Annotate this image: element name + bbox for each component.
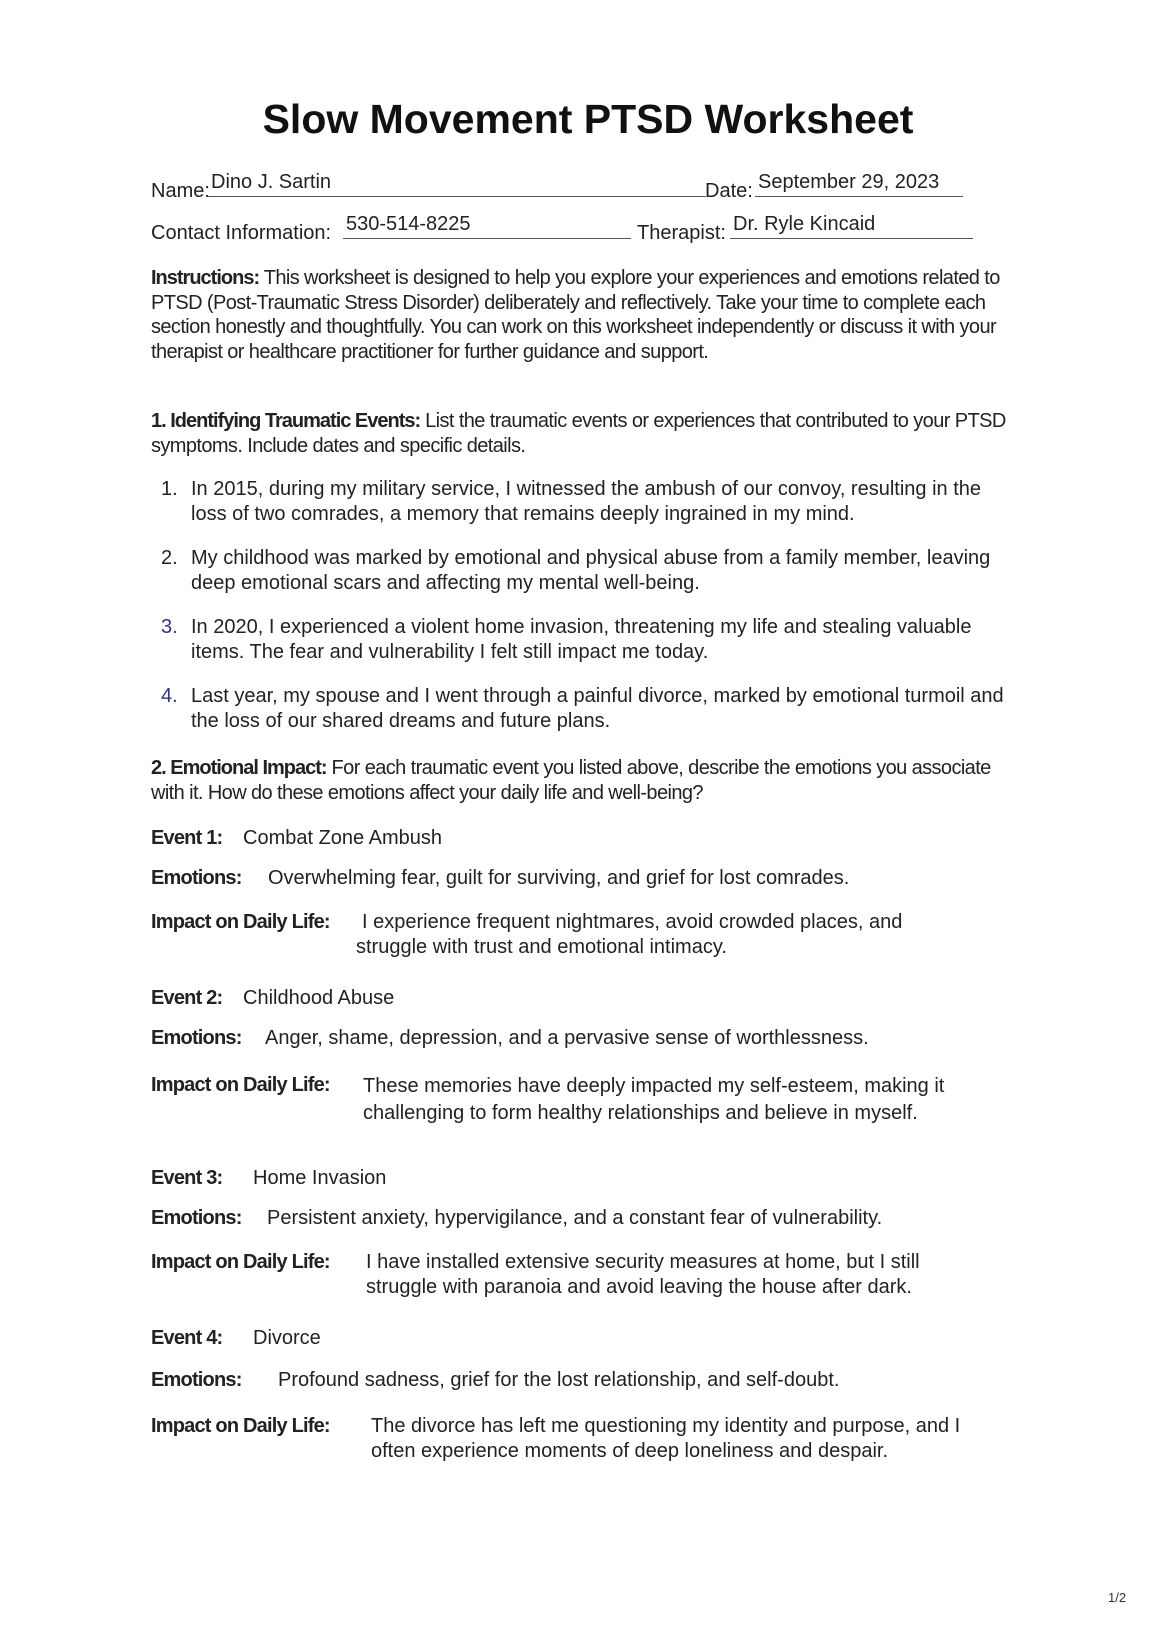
- instructions-label: Instructions:: [151, 267, 260, 289]
- emotions-text: Profound sadness, grief for the lost relationship, and self-doubt.: [278, 1369, 840, 1391]
- list-item: [151, 477, 1011, 527]
- event-label: Event 3:: [151, 1167, 223, 1189]
- event-name: Divorce: [253, 1327, 321, 1349]
- item-number: 2.: [161, 547, 178, 569]
- date-label: Date:: [705, 180, 753, 202]
- therapist-label: Therapist:: [637, 222, 726, 244]
- event-4-emotions: [151, 1368, 1011, 1393]
- event-2-emotions: [151, 1026, 1011, 1051]
- impact-label: Impact on Daily Life:: [151, 1074, 330, 1096]
- event-1-impact: [151, 910, 1011, 958]
- emotions-label: Emotions:: [151, 1027, 242, 1049]
- event-name: Childhood Abuse: [243, 987, 395, 1009]
- emotions-text: Persistent anxiety, hypervigilance, and a constant fear of vulnerability.: [267, 1207, 883, 1229]
- event-4-row: [151, 1326, 1011, 1351]
- event-label: Event 1:: [151, 827, 223, 849]
- item-text: In 2015, during my military service, I witnessed the ambush of our convoy, resulting in the loss of two comrades, a memory that remains deeply ingrained in my mind.: [191, 478, 982, 525]
- section2-heading: [151, 756, 1021, 805]
- contact-field[interactable]: 530-514-8225: [343, 214, 631, 239]
- page-title: Slow Movement PTSD Worksheet: [262, 96, 914, 142]
- event-4-impact: [151, 1414, 1011, 1462]
- event-1-emotions: [151, 866, 1011, 891]
- item-text: In 2020, I experienced a violent home invasion, threatening my life and stealing valuable items. The fear and vulnerability I felt still impact me today.: [191, 616, 972, 663]
- section1-heading: [151, 409, 1021, 458]
- event-3-emotions: [151, 1206, 1011, 1231]
- impact-label: Impact on Daily Life:: [151, 1415, 330, 1437]
- event-label: Event 2:: [151, 987, 223, 1009]
- event-1-row: [151, 826, 1011, 851]
- emotions-label: Emotions:: [151, 1207, 242, 1229]
- event-name: Home Invasion: [253, 1167, 387, 1189]
- therapist-field[interactable]: Dr. Ryle Kincaid: [730, 214, 973, 239]
- date-field[interactable]: September 29, 2023: [755, 172, 963, 197]
- list-item: [151, 546, 1011, 596]
- item-text: Last year, my spouse and I went through a painful divorce, marked by emotional turmoil and the loss of our shared dreams and future plans.: [191, 685, 1004, 732]
- emotions-text: Overwhelming fear, guilt for surviving, and grief for lost comrades.: [268, 867, 850, 889]
- impact-text: I have installed extensive security measures at home, but I still struggle with paranoia and avoid leaving the house after dark.: [366, 1251, 920, 1298]
- event-2-row: [151, 986, 1011, 1011]
- item-number: 1.: [161, 478, 178, 500]
- name-label: Name:: [151, 180, 210, 202]
- impact-text: I experience frequent nightmares, avoid crowded places, and struggle with trust and emotional intimacy.: [356, 911, 903, 958]
- impact-label: Impact on Daily Life:: [151, 1251, 330, 1273]
- impact-text: These memories have deeply impacted my self-esteem, making it challenging to form healthy relationships and believe in myself.: [363, 1075, 945, 1124]
- instructions: [151, 266, 1021, 364]
- section1-text: List the traumatic events or experiences that contributed to your PTSD symptoms. Include dates and specific details.: [151, 410, 1006, 457]
- list-item: [151, 684, 1011, 734]
- emotions-text: Anger, shame, depression, and a pervasive sense of worthlessness.: [265, 1027, 869, 1049]
- name-field[interactable]: Dino J. Sartin: [208, 172, 706, 197]
- traumatic-events-list: [151, 477, 1011, 753]
- impact-label: Impact on Daily Life:: [151, 911, 330, 933]
- contact-label: Contact Information:: [151, 222, 332, 244]
- item-text: My childhood was marked by emotional and physical abuse from a family member, leaving deep emotional scars and affecting my mental well-being.: [191, 547, 991, 594]
- event-label: Event 4:: [151, 1327, 223, 1349]
- section1-label: 1. Identifying Traumatic Events:: [151, 410, 421, 432]
- event-3-impact: [151, 1250, 1011, 1298]
- item-number: 4.: [161, 685, 178, 707]
- item-number: 3.: [161, 616, 178, 638]
- emotions-label: Emotions:: [151, 1369, 242, 1391]
- impact-text: The divorce has left me questioning my identity and purpose, and I often experience moments of deep loneliness and despair.: [371, 1415, 961, 1462]
- section2-label: 2. Emotional Impact:: [151, 757, 327, 779]
- emotions-label: Emotions:: [151, 867, 242, 889]
- page-number: 1/2: [1108, 1590, 1127, 1605]
- event-3-row: [151, 1166, 1011, 1191]
- list-item: [151, 615, 1011, 665]
- event-name: Combat Zone Ambush: [243, 827, 442, 849]
- instructions-text: This worksheet is designed to help you explore your experiences and emotions related to PTSD (Post-Traumatic Stress Disorder) deliberately and reflectively. Take your time to complete each section honestly and thoughtfully. You can work on this worksheet independently or discuss it with your therapist or healthcare practitioner for further guidance and support.: [151, 267, 1000, 363]
- section2-text: For each traumatic event you listed above, describe the emotions you associate with it. How do these emotions affect your daily life and well-being?: [151, 757, 991, 804]
- event-2-impact: [151, 1073, 1011, 1124]
